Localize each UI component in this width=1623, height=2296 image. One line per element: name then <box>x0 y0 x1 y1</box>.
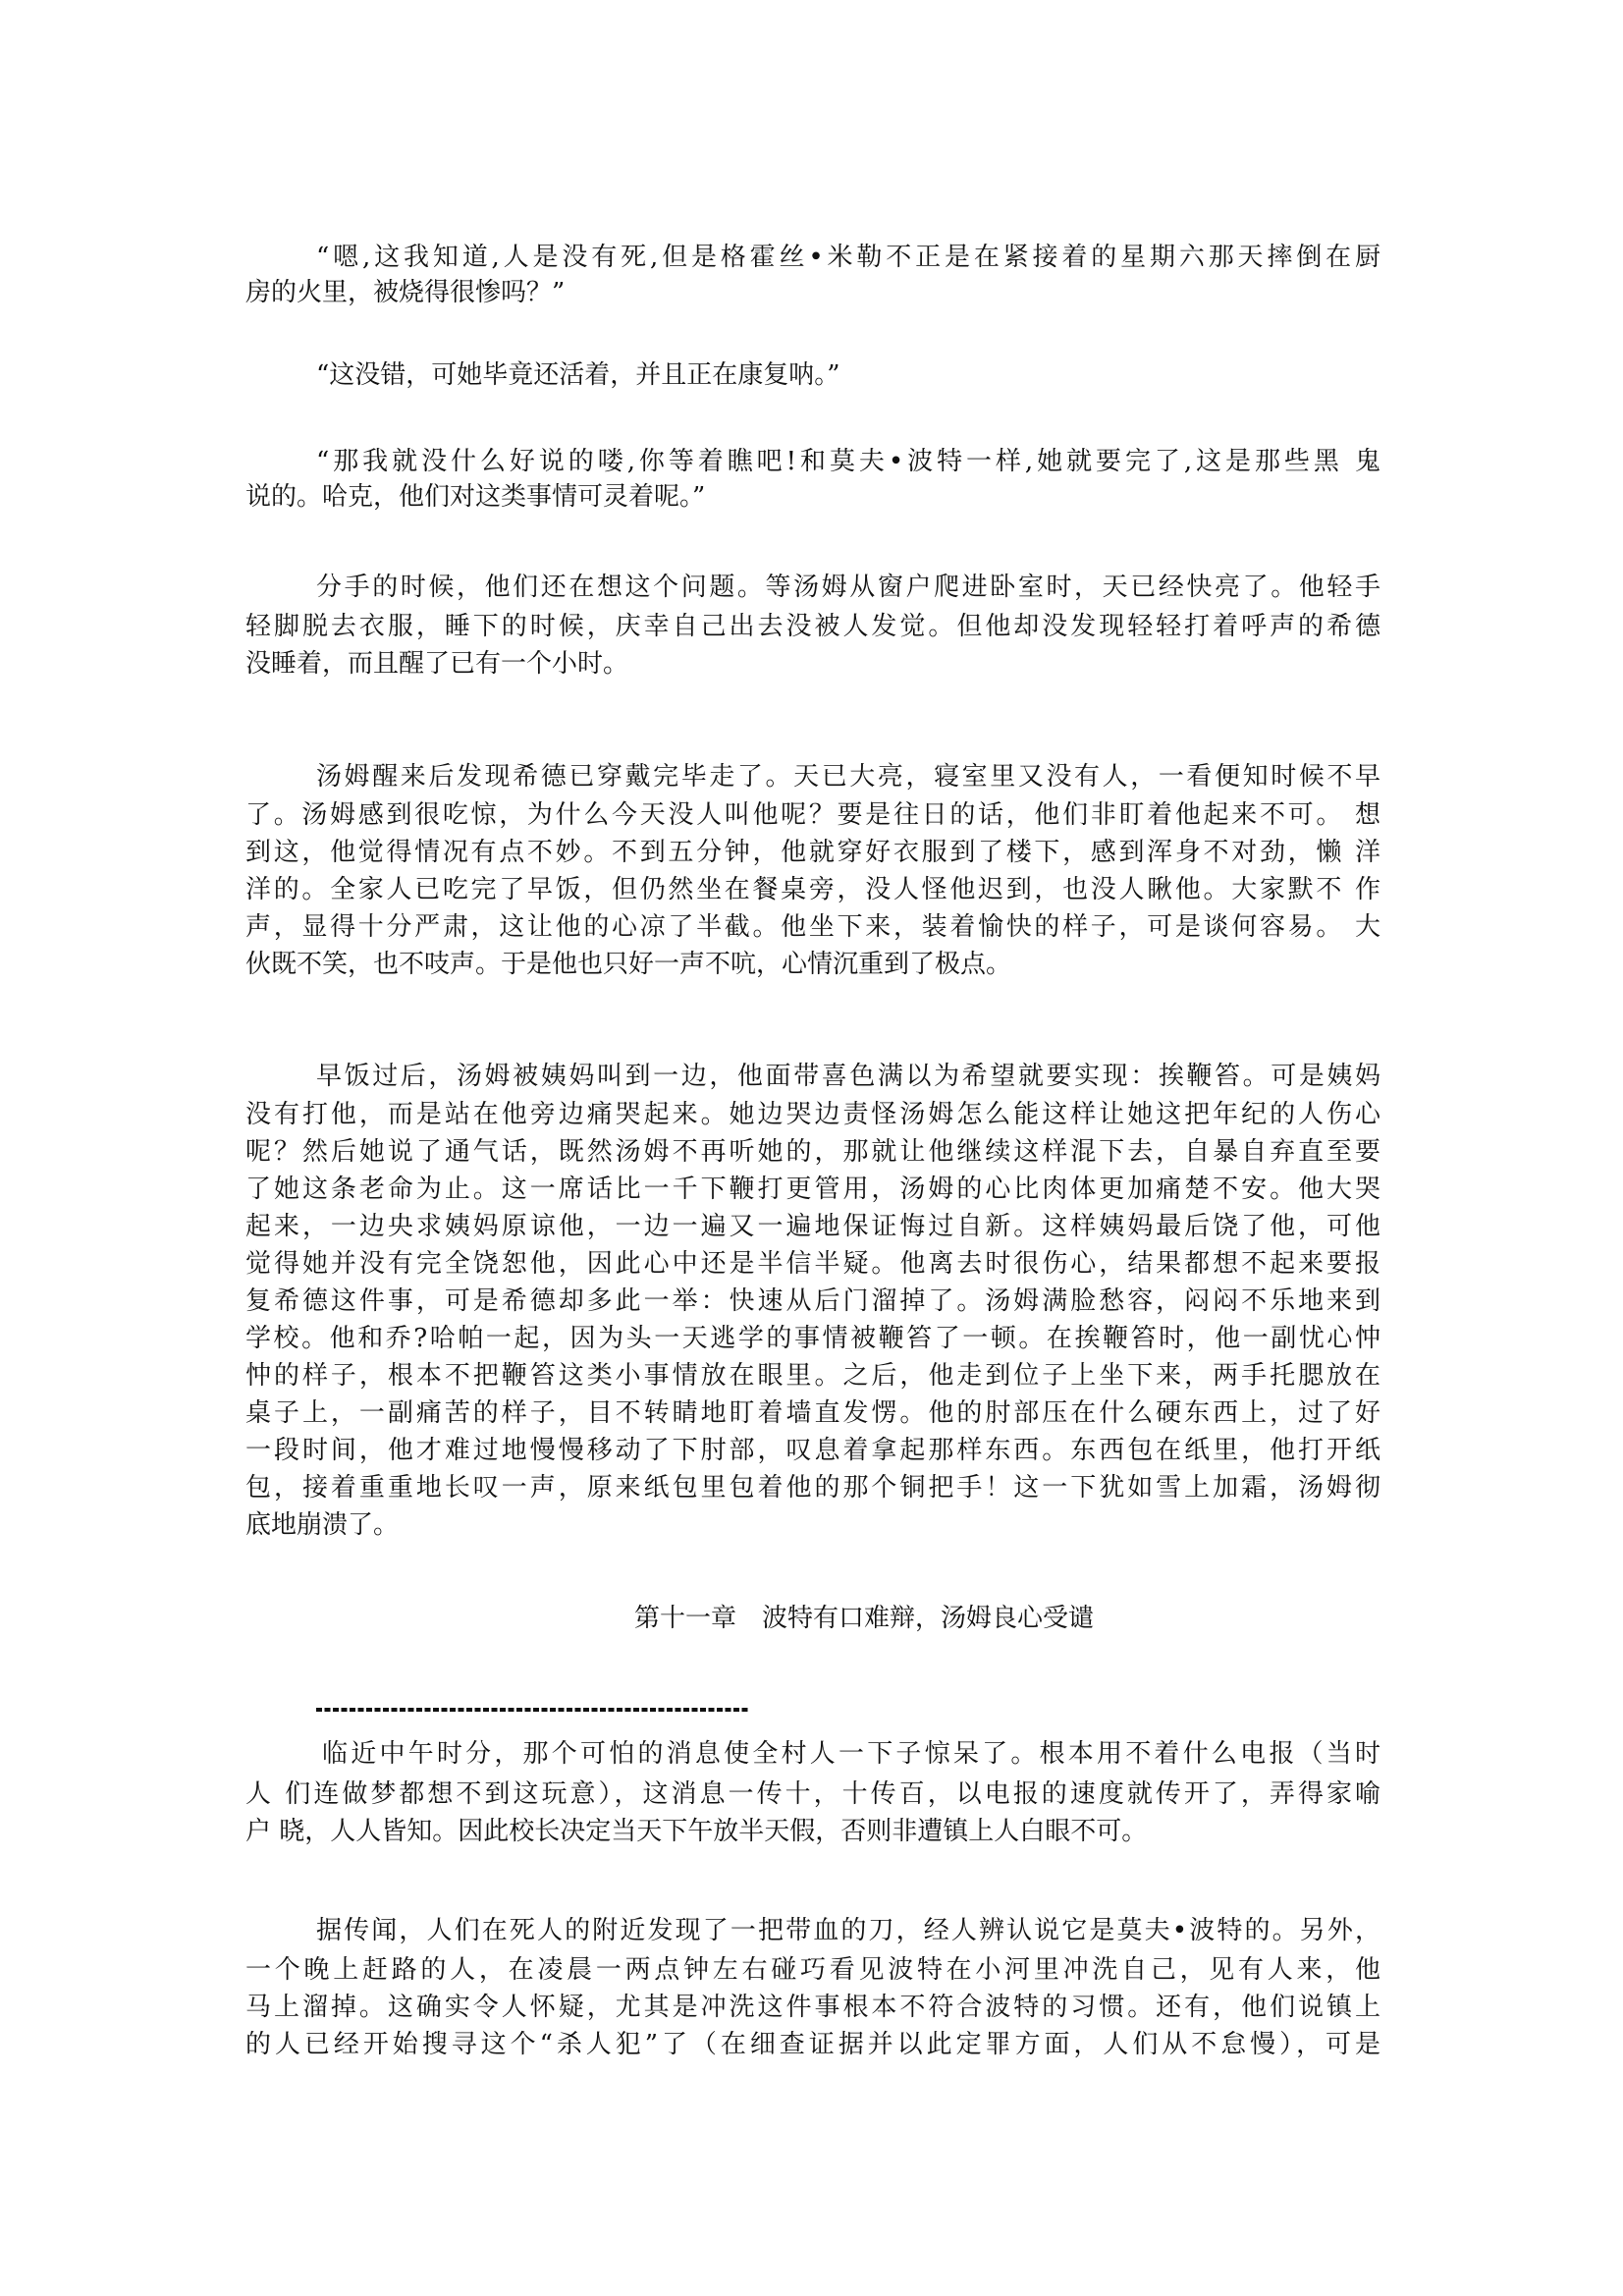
dashed-separator <box>316 1708 750 1712</box>
text-line: 觉得她并没有完全饶恕他，因此心中还是半信半疑。他离去时很伤心，结果都想不起来要报 <box>245 1249 1380 1279</box>
text-line: 的人已经开始搜寻这个“杀人犯”了（在细查证据并以此定罪方面，人们从不怠慢），可是 <box>245 2030 1380 2059</box>
text-line: 分手的时候，他们还在想这个问题。等汤姆从窗户爬进卧室时，天已经快亮了。他轻手 <box>316 573 1380 602</box>
text-line: 户 晓，人人皆知。因此校长决定当天下午放半天假，否则非遭镇上人白眼不可。 <box>245 1817 1148 1846</box>
text-line: 声，显得十分严肃，这让他的心凉了半截。他坐下来，装着愉快的样子，可是谈何容易。 大 <box>245 912 1380 942</box>
text-line: 人 们连做梦都想不到这玩意），这消息一传十，十传百，以电报的速度就传开了，弄得家喻 <box>245 1779 1380 1809</box>
text-line: 早饭过后，汤姆被姨妈叫到一边，他面带喜色满以为希望就要实现：挨鞭笞。可是姨妈 <box>316 1062 1380 1091</box>
text-line: 马上溜掉。这确实令人怀疑，尤其是冲洗这件事根本不符合波特的习惯。还有，他们说镇上 <box>245 1993 1380 2022</box>
text-line: “嗯,这我知道,人是没有死,但是格霍丝•米勒不正是在紧接着的星期六那天摔倒在厨 <box>316 243 1380 272</box>
text-line: 洋的。全家人已吃完了早饭，但仍然坐在餐桌旁，没人怪他迟到，也没人瞅他。大家默不 作 <box>245 875 1380 904</box>
text-line: 房的火里，被烧得很惨吗？” <box>245 278 566 307</box>
text-line: 忡的样子，根本不把鞭笞这类小事情放在眼里。之后，他走到位子上坐下来，两手托腮放在 <box>245 1361 1380 1391</box>
text-line: 临近中午时分，那个可怕的消息使全村人一下子惊呆了。根本用不着什么电报（当时 <box>322 1739 1380 1769</box>
text-line: 学校。他和乔?哈帕一起，因为头一天逃学的事情被鞭笞了一顿。在挨鞭笞时，他一副忧心忡 <box>245 1324 1380 1353</box>
text-line: 没睡着，而且醒了已有一个小时。 <box>245 649 629 679</box>
text-line: 轻脚脱去衣服，睡下的时候，庆幸自己出去没被人发觉。但他却没发现轻轻打着呼声的希德 <box>245 612 1380 641</box>
text-line: “这没错，可她毕竟还活着，并且正在康复呐。” <box>316 360 840 390</box>
text-line: 底地崩溃了。 <box>245 1510 400 1540</box>
text-line: 一个晚上赶路的人，在凌晨一两点钟左右碰巧看见波特在小河里冲洗自己，见有人来，他 <box>245 1955 1380 1985</box>
text-line: 说的。哈克，他们对这类事情可灵着呢。” <box>245 482 706 512</box>
text-line: “那我就没什么好说的喽,你等着瞧吧!和莫夫•波特一样,她就要完了,这是那些黑 鬼 <box>316 447 1380 476</box>
text-line: 到这，他觉得情况有点不妙。不到五分钟，他就穿好衣服到了楼下，感到浑身不对劲，懒 洋 <box>245 838 1380 867</box>
text-line: 了她这条老命为止。这一席话比一千下鞭打更管用，汤姆的心比肉体更加痛楚不安。他大哭 <box>245 1175 1380 1204</box>
text-line: 据传闻，人们在死人的附近发现了一把带血的刀，经人辨认说它是莫夫•波特的。另外， <box>316 1916 1380 1945</box>
text-line: 起来，一边央求姨妈原谅他，一边一遍又一遍地保证悔过自新。这样姨妈最后饶了他，可他 <box>245 1212 1380 1241</box>
text-line: 没有打他，而是站在他旁边痛哭起来。她边哭边责怪汤姆怎么能这样让她这把年纪的人伤心 <box>245 1100 1380 1129</box>
chapter-title: 第十一章 波特有口难辩，汤姆良心受谴 <box>633 1604 1094 1633</box>
text-line: 桌子上，一副痛苦的样子，目不转睛地盯着墙直发愣。他的肘部压在什么硬东西上，过了好 <box>245 1398 1380 1428</box>
text-line: 复希德这件事，可是希德却多此一举：快速从后门溜掉了。汤姆满脸愁容，闷闷不乐地来到 <box>245 1286 1380 1316</box>
text-line: 汤姆醒来后发现希德已穿戴完毕走了。天已大亮，寝室里又没有人，一看便知时候不早 <box>316 762 1380 792</box>
text-line: 伙既不笑，也不吱声。于是他也只好一声不吭，心情沉重到了极点。 <box>245 950 1012 979</box>
text-line: 包，接着重重地长叹一声，原来纸包里包着他的那个铜把手！这一下犹如雪上加霜，汤姆彻 <box>245 1473 1380 1503</box>
text-line: 一段时间，他才难过地慢慢移动了下肘部，叹息着拿起那样东西。东西包在纸里，他打开纸 <box>245 1436 1380 1465</box>
text-line: 了。汤姆感到很吃惊，为什么今天没人叫他呢？要是往日的话，他们非盯着他起来不可。 想 <box>245 800 1380 830</box>
text-line: 呢？然后她说了通气话，既然汤姆不再听她的，那就让他继续这样混下去，自暴自弃直至要 <box>245 1137 1380 1167</box>
